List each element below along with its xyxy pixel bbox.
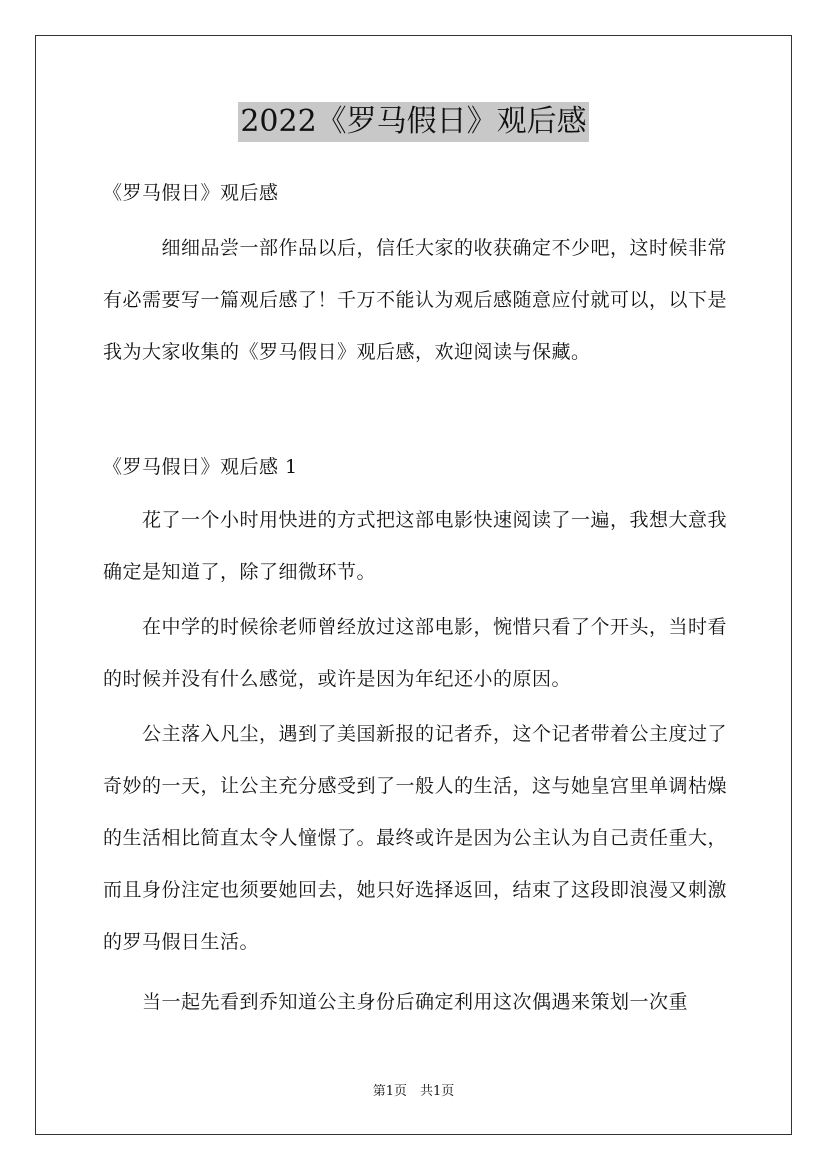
intro-paragraph: 细细品尝一部作品以后，信任大家的收获确定不少吧，这时候非常有必需要写一篇观后感了！千万不能认为观后感随意应付就可以，以下是我为大家收集的《罗马假日》观后感，欢迎阅读与保藏。	[103, 237, 728, 363]
paragraph-1: 花了一个小时用快进的方式把这部电影快速阅读了一遍，我想大意我确定是知道了，除了细微环节。	[103, 509, 728, 583]
intro-heading: 《罗马假日》观后感	[103, 182, 279, 204]
paragraph-4: 当一起先看到乔知道公主身份后确定利用这次偶遇来策划一次重	[103, 991, 689, 1013]
section-heading: 《罗马假日》观后感 1	[103, 456, 298, 478]
title-container	[0, 102, 827, 142]
document-title: 2022《罗马假日》观后感	[238, 102, 588, 142]
paragraph-2: 在中学的时候徐老师曾经放过这部电影，惋惜只看了个开头，当时看的时候并没有什么感觉，或许是因为年纪还小的原因。	[103, 616, 728, 690]
paragraph-3: 公主落入凡尘，遇到了美国新报的记者乔，这个记者带着公主度过了奇妙的一天，让公主充分感受到了一般人的生活，这与她皇宫里单调枯燥的生活相比简直太令人憧憬了。最终或许是因为公主认为自己责任重大，而且身份注定也须要她回去，她只好选择返回，结束了这段即浪漫又刺激的罗马假日生活。	[103, 723, 728, 953]
page-footer: 第1页 共1页	[372, 1084, 455, 1099]
